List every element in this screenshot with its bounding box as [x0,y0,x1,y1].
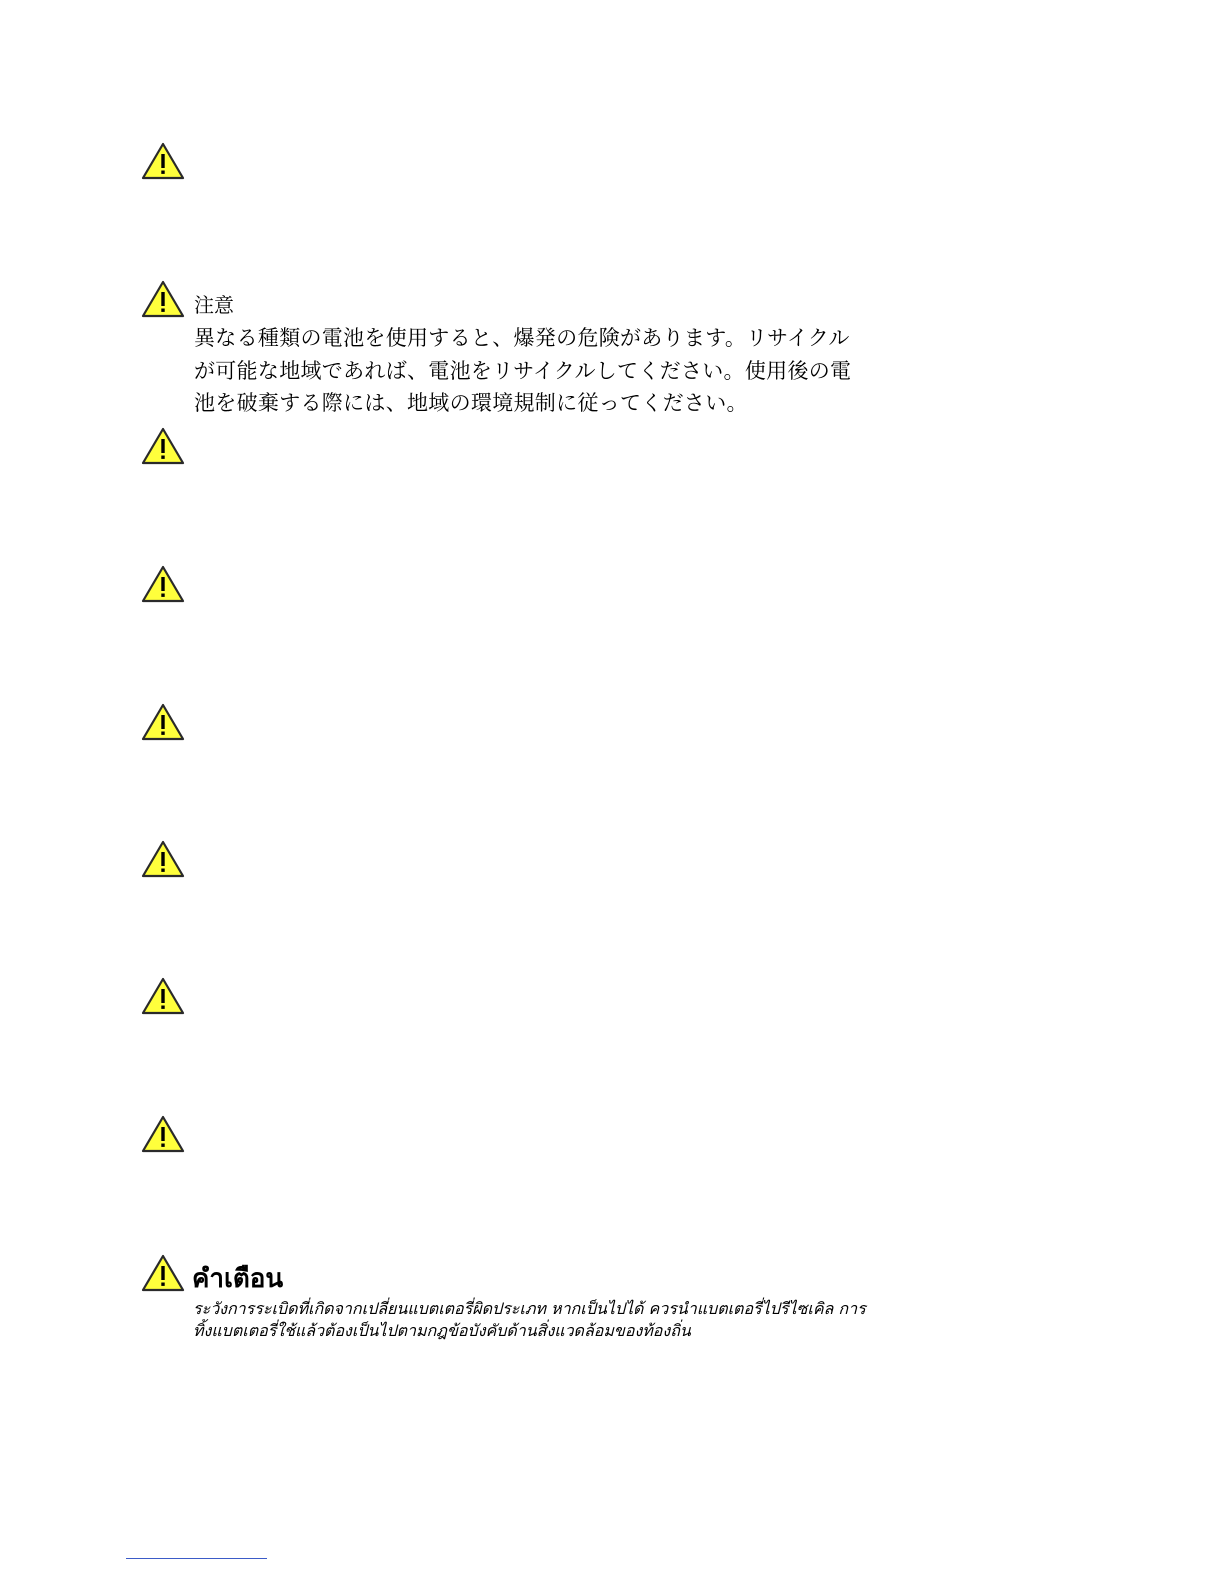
caution-text-th [193,1298,1013,1342]
caution-text-line: 異なる種類の電池を使用すると、爆発の危険があります。リサイクル [194,326,850,350]
warning-icon [141,703,185,741]
caution-text-line: が可能な地域であれば、電池をリサイクルしてください。使用後の電 [194,358,852,383]
warning-icon [141,142,185,180]
caution-heading-ja: 注意 [194,293,234,317]
warning-icon [141,840,185,878]
caution-text-ja [194,322,894,420]
footnote-divider [126,1558,267,1559]
caution-heading-th: คำเตือน [192,1264,284,1294]
caution-text-line: ทิ้งแบตเตอรี่ใช้แล้วต้องเป็นไปตามกฎข้อบังคับด้านสิ่งแวดล้อมของท้องถิ่น [193,1321,691,1340]
caution-text-line: ระวังการระเบิดที่เกิดจากเปลี่ยนแบตเตอรี่ผิดประเภท หากเป็นไปได้ ควรนำแบตเตอรี่ไปรีไซเคิล การ [193,1299,866,1318]
caution-text-line: 池を破棄する際には、地域の環境規制に従ってください。 [194,391,748,415]
warning-icon [141,427,185,465]
warning-icon [141,280,185,318]
warning-icon [141,977,185,1015]
warning-icon [141,565,185,603]
warning-icon [141,1115,185,1153]
warning-icon [141,1254,185,1292]
